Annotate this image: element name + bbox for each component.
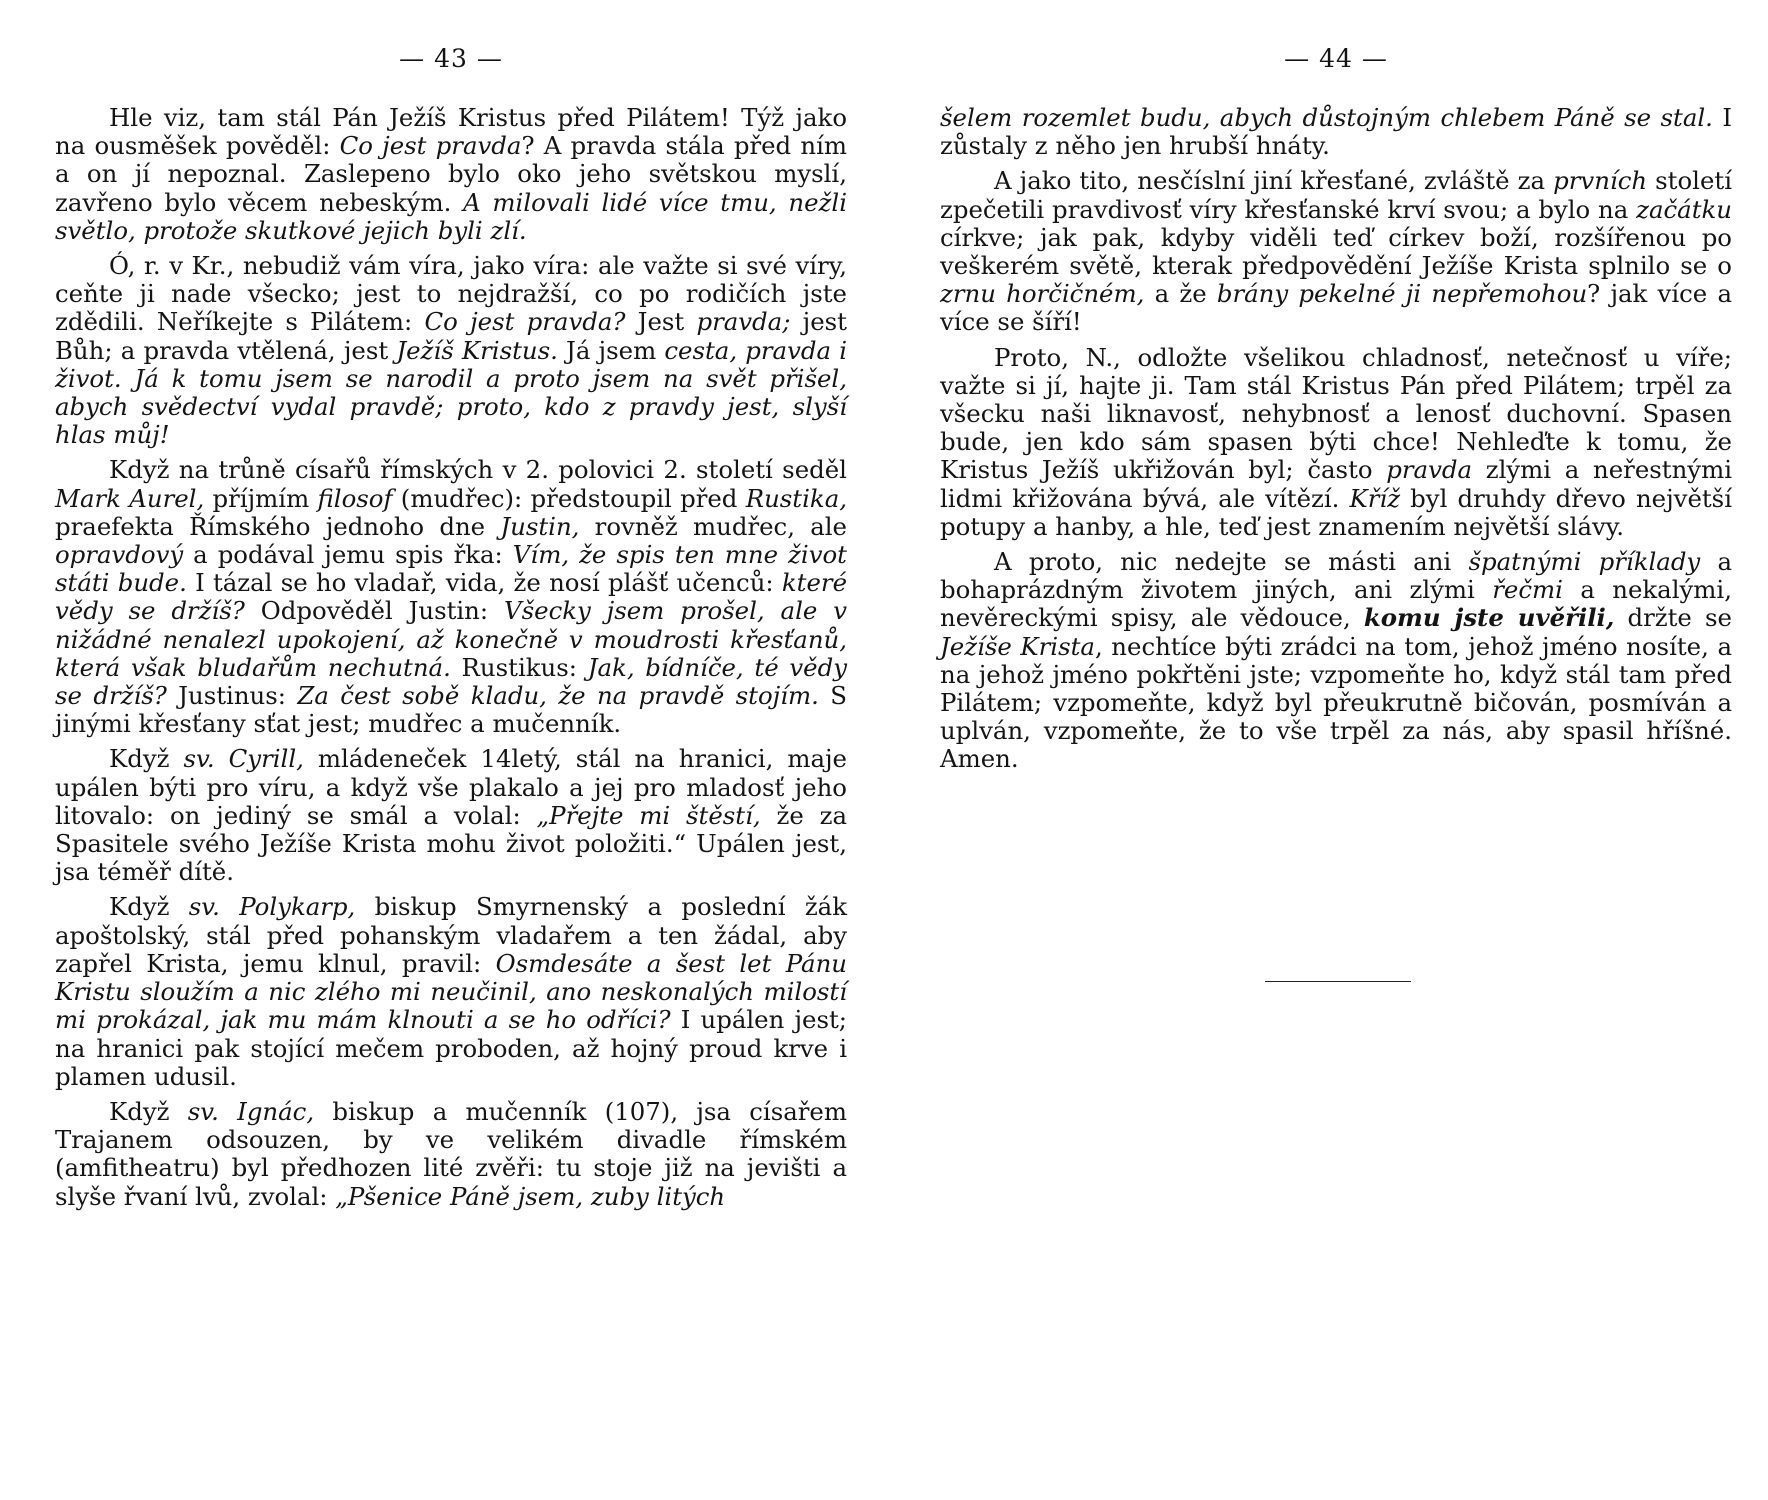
- text-run: Já jsem: [557, 335, 665, 365]
- text-run: Když: [109, 892, 189, 922]
- text-run: a podával jemu spis řka:: [183, 540, 513, 570]
- text-run: zlými a neřestnými lidmi křižována bývá, ale vítězí.: [940, 455, 1740, 513]
- italic-text-run: Všecky jsem prošel, ale v nižádné nenalezl upokojení, až konečně v moudrosti křesťanů, která však bludařům nechutná.: [55, 596, 855, 682]
- text-run: Když: [109, 744, 184, 774]
- text-run: A jako tito, nesčíslní jiní křesťané, zvláště za: [994, 166, 1554, 196]
- text-run: že za Spasitele svého Ježíše Krista mohu život položiti.“ Upálen jest, jsa téměř dítě.: [55, 800, 855, 887]
- page-number: — 44 —: [1284, 44, 1388, 73]
- text-run: století zpečetili pravdivosť víry křesťanské krví svou; a bylo na: [940, 166, 1740, 224]
- italic-text-run: Rustika,: [745, 483, 847, 513]
- text-run: a nekalými, nevěreckými spisy, ale vědouce,: [940, 575, 1740, 633]
- text-run: I zůstaly z něho jen hrubší hnáty.: [940, 103, 1740, 161]
- italic-text-run: opravdový: [55, 540, 184, 570]
- page-body: [940, 103, 1740, 781]
- italic-text-run: Mark Aurel,: [55, 483, 205, 513]
- page-number: — 43 —: [399, 44, 503, 73]
- italic-text-run: zrnu horčičném,: [940, 279, 1145, 309]
- paragraph: [55, 744, 855, 887]
- paragraph: [55, 103, 855, 245]
- text-run: příjmím: [204, 483, 318, 513]
- italic-text-run: Co jest pravda?: [424, 307, 626, 337]
- italic-text-run: sv. Polykarp,: [188, 892, 356, 922]
- text-run: a bohaprázdným životem jiných, ani zlými: [940, 547, 1740, 605]
- italic-text-run: začátku: [1636, 194, 1732, 224]
- paragraph: [940, 103, 1740, 161]
- italic-text-run: filosof: [317, 483, 393, 513]
- italic-text-run: Kříž: [1349, 483, 1401, 513]
- italic-text-run: Jak, bídníče, té vědy se držíš?: [55, 652, 855, 711]
- italic-text-run: „Přejte mi štěstí,: [536, 800, 761, 830]
- text-run: rovněž mudřec, ale: [579, 511, 855, 541]
- text-run: Hle viz, tam stál Pán Ježíš Kristus před Pilátem! Týž jako na ousměšek pověděl:: [55, 103, 855, 161]
- italic-text-run: „Pšenice Páně jsem, zuby litých: [335, 1181, 726, 1211]
- text-run: Ó, r. v Kr., nebudiž vám víra, jako víra: ale važte si své víry, ceňte ji nade všecko; jest to nejdražší, co po rodičích jste zdědili. Neříkejte s Pilátem:: [55, 251, 855, 337]
- italic-text-run: Osmdesáte a šest let Pánu Kristu sloužím a nic zlého mi neučinil, ano neskonalých milostí mi prokázal, jak mu mám klnouti a se ho odříci?: [55, 948, 855, 1035]
- italic-text-run: Za čest sobě kladu, že na pravdě stojím.: [297, 681, 819, 711]
- italic-text-run: pravda;: [696, 307, 791, 337]
- text-run: A proto, nic nedejte se másti ani: [994, 547, 1469, 577]
- text-run: byl druhdy dřevo největší potupy a hanby, a hle, teď jest znamením největší slávy.: [940, 483, 1740, 541]
- italic-text-run: sv. Cyrill,: [183, 744, 304, 774]
- italic-text-run: Co jest pravda: [339, 131, 522, 161]
- text-run: S jinými křesťany sťat jest; mudřec a mučenník.: [55, 681, 855, 739]
- text-run: I upálen jest; na hranici pak stojící mečem proboden, až hojný proud krve i plamen udusil.: [55, 1005, 855, 1091]
- text-run: jest Bůh; a pravda vtělená, jest: [55, 307, 855, 365]
- paragraph: [55, 455, 855, 739]
- italic-text-run: šelem rozemlet budu, abych důstojným chlebem Páně se stal.: [940, 103, 1713, 132]
- page-body: [55, 103, 855, 1218]
- text-run: I tázal se ho vladař, vida, že nosí plášť učenců:: [186, 568, 782, 598]
- text-run: Rustikus:: [450, 652, 588, 682]
- paragraph: [55, 251, 855, 450]
- text-run: držte se: [1614, 603, 1740, 633]
- paragraph: [940, 166, 1740, 337]
- italic-text-run: Ježíše Krista: [940, 631, 1095, 661]
- italic-text-run: cesta, pravda i život. Já k tomu jsem se narodil a proto jsem na svět přišel, abych svědectví vydal pravdě; proto, kdo z pravdy jest, slyší hlas můj!: [55, 335, 855, 450]
- text-run: biskup Smyrnenský a poslední žák apoštolský, stál před pohanským vladařem a ten žádal, aby zapřel Krista, jemu klnul, pravil:: [55, 892, 855, 978]
- text-run: Když na trůně císařů římských v 2. polovici 2. století seděl: [109, 455, 855, 485]
- italic-text-run: Justin,: [500, 511, 580, 541]
- italic-text-run: sv. Ignác,: [187, 1096, 315, 1126]
- italic-text-run: řečmi: [1492, 575, 1563, 605]
- italic-text-run: pravda: [1386, 455, 1473, 485]
- text-run: církve; jak pak, kdyby viděli teď církev boží, rozšířenou po veškerém světě, kterak předpovědění Ježíše Krista splnilo se o: [940, 194, 1740, 281]
- end-rule: [1265, 981, 1411, 982]
- text-run: ? jak více a více se šíří!: [940, 279, 1740, 337]
- text-run: Když: [109, 1096, 188, 1126]
- text-run: Jest: [625, 307, 697, 337]
- italic-text-run: komu jste uvěřili,: [1363, 603, 1615, 633]
- italic-text-run: Vím, že spis ten mne život státi bude.: [55, 540, 855, 598]
- text-run: Justinus:: [166, 681, 298, 711]
- italic-text-run: prvních: [1553, 166, 1648, 196]
- italic-text-run: Ježíš Kristus.: [396, 335, 558, 365]
- italic-text-run: které vědy se držíš?: [55, 568, 855, 626]
- text-run: Proto, N., odložte všelikou chladnosť, netečnosť u víře; važte si jí, hajte ji. Tam stál Kristus Pán před Pilátem; trpěl za všecku naši liknavosť, nehybnosť a lenosť duchovní. Spasen bude, jen kdo sám spasen býti chce! Nehleďte k tomu, že Kristus Ježíš ukřižován byl; často: [940, 342, 1740, 485]
- text-run: ? A pravda stála před ním a on jí nepoznal. Zaslepeno bylo oko jeho světskou myslí, zavřeno bylo věcem nebeským.: [55, 131, 855, 217]
- text-run: (mudřec): předstoupil před: [392, 483, 746, 513]
- paragraph: [940, 342, 1740, 541]
- text-run: Odpověděl Justin:: [244, 596, 504, 626]
- paragraph: [940, 547, 1740, 774]
- text-run: biskup a mučenník (107), jsa císařem Trajanem odsouzen, by ve velikém divadle římském (amfitheatru) byl předhozen lité zvěři: tu stoje již na jevišti a slyše řvaní lvů, zvolal:: [55, 1096, 855, 1211]
- italic-text-run: brány pekelné ji nepřemohou: [1216, 279, 1588, 309]
- text-run: mládeneček 14letý, stál na hranici, maje upálen býti pro víru, a když vše plakalo a jej pro mladosť jeho litovalo: on jediný se smál a volal:: [55, 744, 855, 830]
- paragraph: [55, 892, 855, 1091]
- text-run: a že: [1144, 279, 1217, 309]
- text-run: praefekta Římského jednoho dne: [55, 483, 855, 541]
- text-run: , nechtíce býti zrádci na tom, jehož jméno nosíte, a na jehož jméno pokřtěni jste; vzpomeňte ho, když stál tam před Pilátem; vzpomeňte, když byl přeukrutně bičován, posmíván a uplván, vzpomeňte, že to vše trpěl za nás, aby spasil hříšné. Amen.: [940, 631, 1740, 774]
- paragraph: [55, 1096, 855, 1211]
- italic-text-run: A milovali lidé více tmu, nežli světlo, protože skutkové jejich byli zlí.: [55, 187, 855, 245]
- italic-text-run: špatnými příklady: [1468, 547, 1701, 577]
